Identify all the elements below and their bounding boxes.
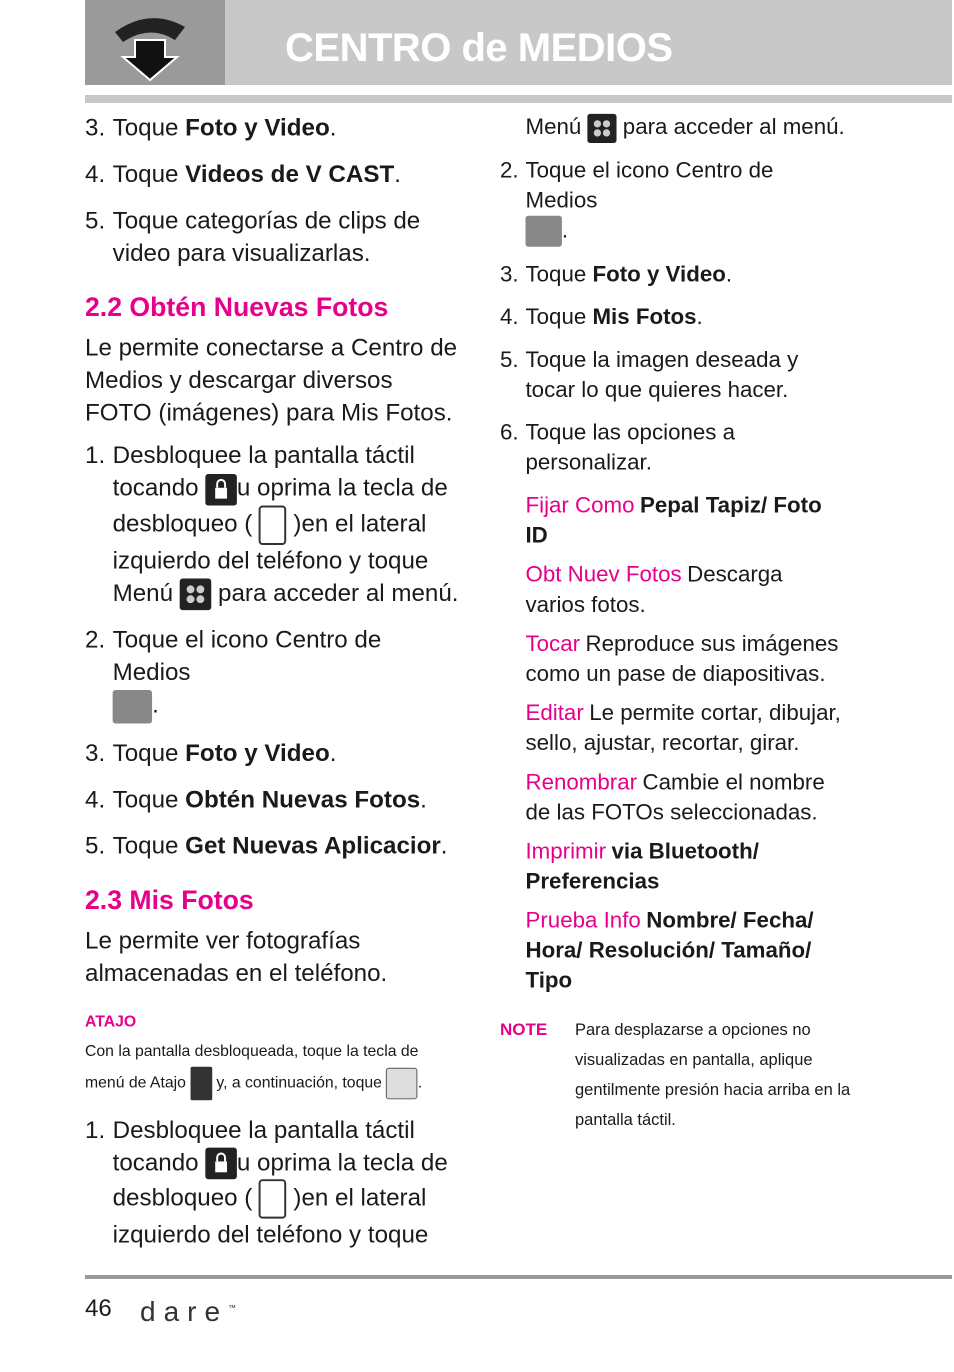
step-3: 3. Toque Foto y Video.	[85, 114, 337, 142]
step-2: 2. Toque el icono Centro de Medios .	[500, 155, 846, 247]
step-1: 1. Desbloquee la pantalla táctil tocando u oprima la tecla de desbloqueo ( )en el lateral izquierdo del teléfono y toque Menú para acceder al menú.	[85, 439, 460, 610]
lock-icon	[205, 1148, 237, 1180]
media-center-icon	[525, 216, 561, 247]
step-3: 3. Toque Foto y Video.	[85, 739, 337, 767]
option-tocar: Tocar Reproduce sus imágenes como un pase de diapositivas.	[525, 631, 839, 687]
step-6: 6. Toque las opciones a personalizar.	[500, 420, 736, 476]
top-rule	[85, 95, 952, 103]
menu-icon	[587, 113, 616, 142]
step-5: 5. Toque Get Nuevas Aplicacior.	[85, 832, 448, 860]
step-1: 1. Desbloquee la pantalla táctil tocando u oprima la tecla de desbloqueo ( )en el lateral izquierdo del teléfono y toque	[85, 1116, 448, 1249]
step-4: 4. Toque Videos de V CAST.	[85, 161, 401, 188]
shortcut-box: ATAJO Con la pantalla desbloqueada, toque la tecla de menú de Atajo y, a continuación, toque .	[85, 1007, 460, 1100]
page-number: 46	[85, 1295, 112, 1322]
bottom-rule	[85, 1275, 952, 1279]
note-box	[500, 1015, 880, 1135]
lock-icon	[205, 474, 237, 506]
step-5: 5. Toque categorías de clips de video para visualizarlas.	[85, 207, 421, 267]
media-center-icon	[105, 12, 195, 82]
step-5: 5. Toque la imagen deseada y tocar lo que quieres hacer.	[500, 347, 799, 403]
option-editar: Editar Le permite cortar, dibujar, sello, ajustar, recortar, girar.	[525, 701, 841, 756]
option-imprimir: Imprimir via Bluetooth/ Preferencias	[525, 839, 759, 895]
step-3: 3. Toque Foto y Video.	[500, 262, 733, 287]
shortcut-key-icon	[190, 1066, 212, 1100]
note-text: Para desplazarse a opciones no visualizadas en pantalla, aplique gentilmente presión hacia arriba en la pantalla táctil.	[575, 1021, 851, 1129]
page-title: CENTRO de MEDIOS	[285, 26, 673, 70]
step-2: 2. Toque el icono Centro de Medios .	[85, 624, 460, 723]
step-4: 4. Toque Obtén Nuevas Fotos.	[85, 786, 427, 813]
right-column	[500, 112, 846, 1005]
left-column	[85, 112, 460, 1265]
unlock-key-icon	[259, 1179, 287, 1218]
section-intro: Le permite ver fotografías almacenadas en el teléfono.	[85, 927, 388, 987]
section-heading-2-2: 2.2 Obtén Nuevas Fotos	[85, 292, 389, 323]
note-label: NOTE	[500, 1020, 548, 1039]
section-heading-2-3: 2.3 Mis Fotos	[85, 884, 254, 915]
step-4: 4. Toque Mis Fotos.	[500, 305, 703, 330]
step-continuation: Menú para acceder al menú.	[500, 112, 846, 143]
media-center-icon	[113, 690, 152, 724]
menu-icon	[180, 579, 212, 611]
photo-icon	[386, 1067, 418, 1099]
option-fijar-como: Fijar Como Pepal Tapiz/ Foto ID	[525, 493, 822, 549]
brand-logo: dare™	[140, 1296, 237, 1327]
section-intro: Le permite conectarse a Centro de Medios y descargar diversos FOTO (imágenes) para Mis Fotos.	[85, 334, 458, 427]
option-prueba-info: Prueba Info Nombre/ Fecha/ Hora/ Resolución/ Tamaño/ Tipo	[525, 908, 814, 994]
option-renombrar: Renombrar Cambie el nombre de las FOTOs seleccionadas.	[525, 770, 825, 825]
unlock-key-icon	[259, 505, 287, 544]
shortcut-label: ATAJO	[85, 1013, 137, 1030]
option-obt-nuev-fotos: Obt Nuev Fotos Descarga varios fotos.	[525, 562, 783, 618]
